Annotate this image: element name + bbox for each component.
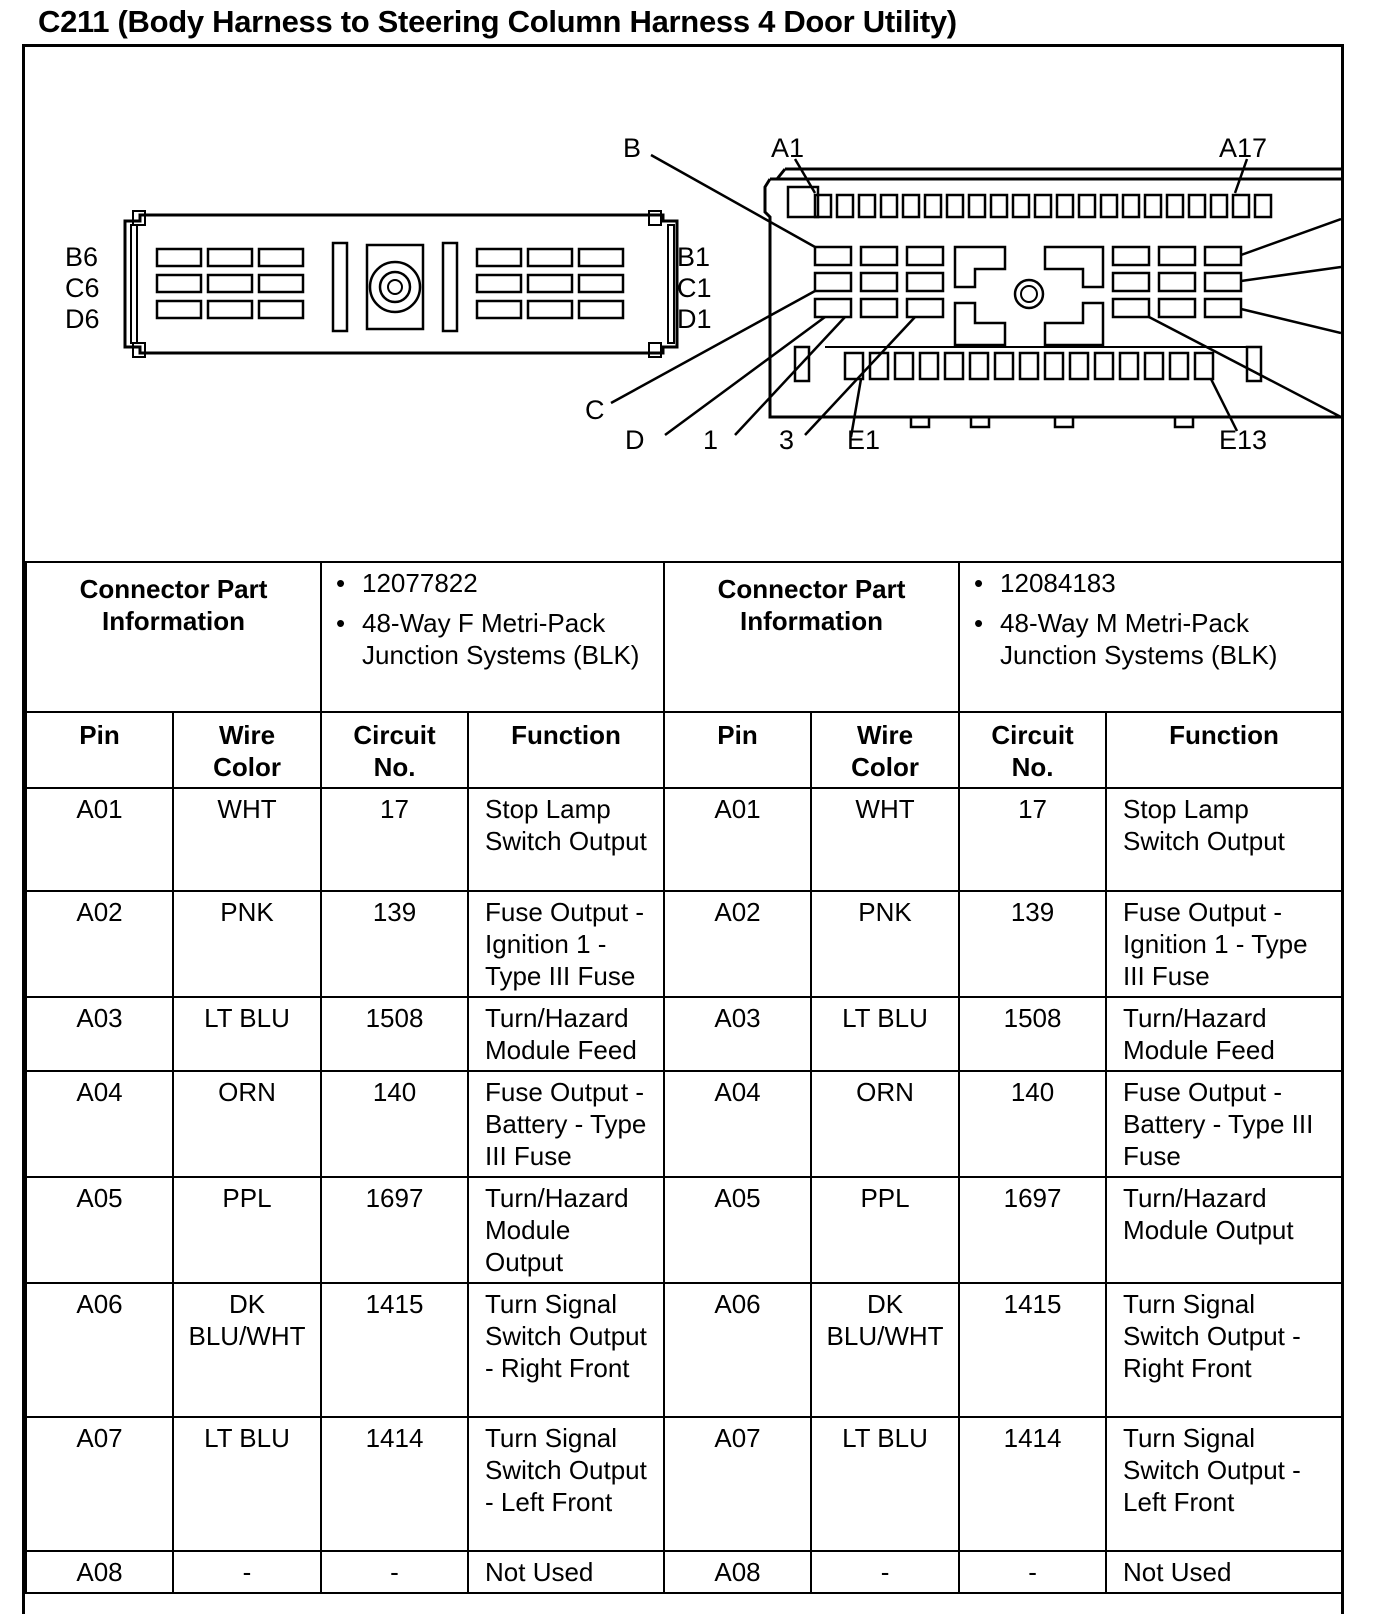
circuit-cell: 140 bbox=[959, 1071, 1106, 1177]
header-row bbox=[26, 712, 1342, 788]
pin-cell: A01 bbox=[26, 788, 173, 891]
header-function: Function bbox=[1106, 712, 1342, 788]
circuit-cell: 1697 bbox=[959, 1177, 1106, 1283]
circuit-cell: 1414 bbox=[321, 1417, 468, 1551]
function-cell: Turn/Hazard Module Feed bbox=[1106, 997, 1342, 1071]
pin-cell: A04 bbox=[664, 1071, 811, 1177]
pin-cell: A02 bbox=[26, 891, 173, 997]
pin-cell: A03 bbox=[664, 997, 811, 1071]
connector-frame bbox=[22, 44, 1344, 1614]
page-title: C211 (Body Harness to Steering Column Harness 4 Door Utility) bbox=[38, 4, 957, 39]
wire-color-cell: - bbox=[811, 1551, 959, 1593]
function-cell: Turn Signal Switch Output - Right Front bbox=[1106, 1283, 1342, 1417]
info-label-left: Connector Part Information bbox=[26, 562, 321, 712]
label-a1: A1 bbox=[771, 133, 805, 163]
pin-cell: A08 bbox=[26, 1551, 173, 1593]
circuit-cell: 1697 bbox=[321, 1177, 468, 1283]
pin-cell: A05 bbox=[26, 1177, 173, 1283]
pinout-table bbox=[25, 561, 1343, 1594]
label-a17: A17 bbox=[1219, 133, 1268, 163]
circuit-cell: 1415 bbox=[321, 1283, 468, 1417]
circuit-cell: 1414 bbox=[959, 1417, 1106, 1551]
label-e13: E13 bbox=[1219, 425, 1268, 455]
info-label-right: Connector Part Information bbox=[664, 562, 959, 712]
wire-color-cell: PNK bbox=[173, 891, 321, 997]
function-cell: Stop Lamp Switch Output bbox=[468, 788, 664, 891]
label-d1: D1 bbox=[677, 304, 712, 334]
wire-color-cell: PPL bbox=[811, 1177, 959, 1283]
label-d6: D6 bbox=[65, 304, 100, 334]
info-value-right bbox=[959, 562, 1342, 712]
part-number-left: • 12077822 bbox=[332, 567, 653, 599]
function-cell: Fuse Output - Battery - Type III Fuse bbox=[468, 1071, 664, 1177]
wire-color-cell: LT BLU bbox=[811, 1417, 959, 1551]
function-cell: Turn Signal Switch Output - Left Front bbox=[1106, 1417, 1342, 1551]
table-row bbox=[26, 1283, 1342, 1417]
circuit-cell: 139 bbox=[321, 891, 468, 997]
label-3: 3 bbox=[779, 425, 795, 455]
table-row bbox=[26, 788, 1342, 891]
function-cell: Stop Lamp Switch Output bbox=[1106, 788, 1342, 891]
circuit-cell: - bbox=[959, 1551, 1106, 1593]
wire-color-cell: WHT bbox=[173, 788, 321, 891]
pin-cell: A04 bbox=[26, 1071, 173, 1177]
header-pin: Pin bbox=[26, 712, 173, 788]
wire-color-cell: LT BLU bbox=[173, 997, 321, 1071]
circuit-cell: - bbox=[321, 1551, 468, 1593]
header-function: Function bbox=[468, 712, 664, 788]
table-row bbox=[26, 891, 1342, 997]
wire-color-cell: DK BLU/WHT bbox=[811, 1283, 959, 1417]
function-cell: Fuse Output - Ignition 1 - Type III Fuse bbox=[468, 891, 664, 997]
label-c1: C1 bbox=[677, 273, 712, 303]
label-d: D bbox=[625, 425, 645, 455]
part-description-left: • 48-Way F Metri-Pack Junction Systems (BLK) bbox=[332, 607, 653, 671]
wire-color-cell: LT BLU bbox=[811, 997, 959, 1071]
label-b6: B6 bbox=[65, 242, 99, 272]
circuit-cell: 1508 bbox=[959, 997, 1106, 1071]
pin-cell: A05 bbox=[664, 1177, 811, 1283]
header-circuit: Circuit No. bbox=[959, 712, 1106, 788]
header-wire-color: Wire Color bbox=[173, 712, 321, 788]
table-row bbox=[26, 1177, 1342, 1283]
function-cell: Not Used bbox=[1106, 1551, 1342, 1593]
function-cell: Turn Signal Switch Output - Left Front bbox=[468, 1417, 664, 1551]
circuit-cell: 139 bbox=[959, 891, 1106, 997]
label-c6: C6 bbox=[65, 273, 100, 303]
pin-cell: A01 bbox=[664, 788, 811, 891]
table-row bbox=[26, 1071, 1342, 1177]
circuit-cell: 1415 bbox=[959, 1283, 1106, 1417]
connector-info-row bbox=[26, 562, 1342, 712]
header-wire-color: Wire Color bbox=[811, 712, 959, 788]
part-number-right: • 12084183 bbox=[970, 567, 1331, 599]
wire-color-cell: PNK bbox=[811, 891, 959, 997]
function-cell: Turn/Hazard Module Output bbox=[1106, 1177, 1342, 1283]
table-row bbox=[26, 1551, 1342, 1593]
label-1: 1 bbox=[703, 425, 719, 455]
function-cell: Fuse Output - Battery - Type III Fuse bbox=[1106, 1071, 1342, 1177]
pin-cell: A08 bbox=[664, 1551, 811, 1593]
wire-color-cell: - bbox=[173, 1551, 321, 1593]
function-cell: Turn Signal Switch Output - Right Front bbox=[468, 1283, 664, 1417]
info-value-left bbox=[321, 562, 664, 712]
wire-color-cell: ORN bbox=[173, 1071, 321, 1177]
function-cell: Turn/Hazard Module Output bbox=[468, 1177, 664, 1283]
circuit-cell: 140 bbox=[321, 1071, 468, 1177]
circuit-cell: 17 bbox=[321, 788, 468, 891]
pin-cell: A06 bbox=[26, 1283, 173, 1417]
function-cell: Fuse Output - Ignition 1 - Type III Fuse bbox=[1106, 891, 1342, 997]
pin-cell: A06 bbox=[664, 1283, 811, 1417]
pin-cell: A07 bbox=[664, 1417, 811, 1551]
circuit-cell: 1508 bbox=[321, 997, 468, 1071]
label-b1: B1 bbox=[677, 242, 711, 272]
wire-color-cell: WHT bbox=[811, 788, 959, 891]
pin-cell: A07 bbox=[26, 1417, 173, 1551]
header-pin: Pin bbox=[664, 712, 811, 788]
table-row bbox=[26, 1417, 1342, 1551]
wire-color-cell: DK BLU/WHT bbox=[173, 1283, 321, 1417]
connector-diagram bbox=[25, 47, 1341, 562]
wire-color-cell: ORN bbox=[811, 1071, 959, 1177]
pin-cell: A03 bbox=[26, 997, 173, 1071]
function-cell: Turn/Hazard Module Feed bbox=[468, 997, 664, 1071]
wire-color-cell: PPL bbox=[173, 1177, 321, 1283]
function-cell: Not Used bbox=[468, 1551, 664, 1593]
header-circuit: Circuit No. bbox=[321, 712, 468, 788]
label-e1: E1 bbox=[847, 425, 881, 455]
circuit-cell: 17 bbox=[959, 788, 1106, 891]
wire-color-cell: LT BLU bbox=[173, 1417, 321, 1551]
table-row bbox=[26, 997, 1342, 1071]
part-description-right: • 48-Way M Metri-Pack Junction Systems (BLK) bbox=[970, 607, 1331, 671]
label-b: B bbox=[623, 133, 642, 163]
pin-cell: A02 bbox=[664, 891, 811, 997]
label-c: C bbox=[585, 395, 605, 425]
